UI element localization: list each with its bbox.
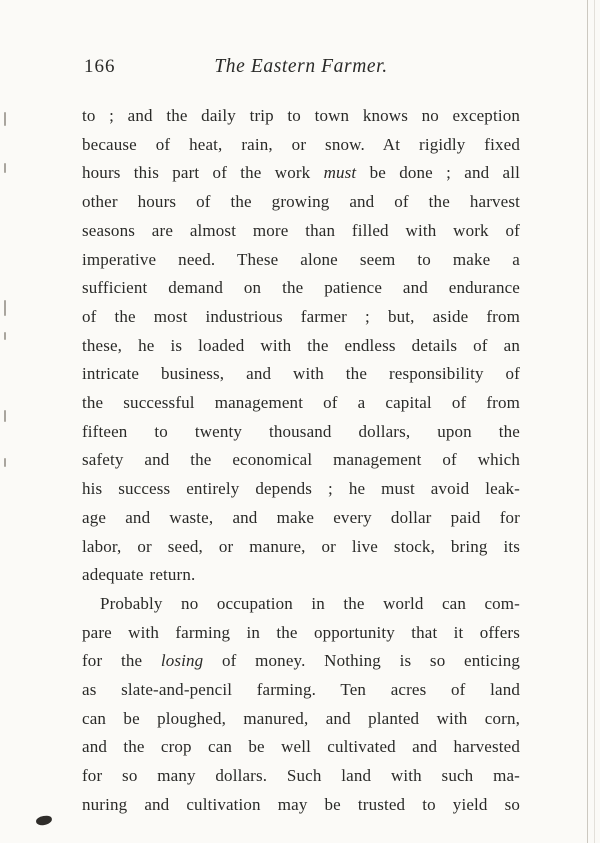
text-line (82, 475, 520, 504)
page-edge-line-faint (594, 0, 595, 843)
text-line (82, 102, 520, 131)
text-line (82, 733, 520, 762)
text-segment: these, he is loaded with the endless details of an (82, 335, 520, 355)
text-line (82, 647, 520, 676)
scan-artifact-mark (4, 112, 6, 126)
text-segment: hours this part of the work (82, 163, 324, 183)
text-segment: nuring and cultivation may be trusted to yield so (82, 794, 520, 814)
ink-blot-artifact (35, 815, 52, 826)
text-segment: fifteen to twenty thousand dollars, upon the (82, 421, 520, 441)
text-segment: for the (82, 651, 161, 671)
page-header (82, 56, 520, 84)
text-line (82, 762, 520, 791)
text-line (82, 446, 520, 475)
text-segment: the successful management of a capital of from (82, 393, 520, 413)
text-segment: Probably no occupation in the world can com- (100, 593, 520, 613)
italic-word: must (323, 163, 357, 183)
text-segment: and the crop can be well cultivated and harvested (82, 737, 520, 757)
text-segment: sufficient demand on the patience and endurance (82, 278, 520, 298)
text-segment: of the most industrious farmer ; but, aside from (82, 306, 520, 326)
running-title: The Eastern Farmer. (214, 56, 388, 77)
paragraph (82, 102, 520, 590)
text-line (82, 533, 520, 562)
text-line (82, 159, 520, 188)
text-line (82, 590, 520, 619)
text-line (82, 676, 520, 705)
text-line (82, 188, 520, 217)
text-segment: his success entirely depends ; he must avoid leak- (82, 479, 520, 499)
text-segment: can be ploughed, manured, and planted with corn, (82, 708, 520, 728)
text-line (82, 274, 520, 303)
scan-artifact-mark (4, 410, 6, 422)
text-line (82, 360, 520, 389)
text-line (82, 303, 520, 332)
text-line (82, 791, 520, 820)
text-segment: as slate-and-pencil farming. Ten acres of land (82, 680, 520, 700)
text-segment: safety and the economical management of which (82, 450, 520, 470)
text-line (82, 561, 520, 590)
text-segment: imperative need. These alone seem to make a (82, 249, 520, 269)
text-line (82, 246, 520, 275)
scan-artifact-mark (4, 163, 6, 173)
text-segment: age and waste, and make every dollar paid for (82, 507, 520, 527)
scan-artifact-mark (4, 300, 6, 316)
text-segment: adequate return. (82, 565, 196, 585)
text-segment: pare with farming in the opportunity that it offers (82, 622, 520, 642)
text-segment: of money. Nothing is so enticing (203, 651, 520, 671)
text-line (82, 217, 520, 246)
text-line (82, 418, 520, 447)
paragraph (82, 590, 520, 820)
text-line (82, 332, 520, 361)
scan-artifact-mark (4, 332, 6, 340)
text-segment: other hours of the growing and of the harvest (82, 192, 520, 212)
page-number: 166 (84, 56, 116, 77)
text-segment: to ; and the daily trip to town knows no exception (82, 106, 520, 125)
text-line (82, 389, 520, 418)
text-line (82, 131, 520, 160)
body-text (82, 102, 520, 820)
text-line (82, 504, 520, 533)
text-segment: seasons are almost more than filled with work of (82, 220, 520, 240)
text-segment: be done ; and all (356, 163, 520, 183)
page-edge-line (587, 0, 588, 843)
scan-artifact-mark (4, 458, 6, 467)
text-line (82, 619, 520, 648)
text-segment: labor, or seed, or manure, or live stock, bring its (82, 536, 520, 556)
italic-word: losing (160, 651, 204, 671)
text-line (82, 705, 520, 734)
text-segment: intricate business, and with the responsibility of (82, 364, 520, 384)
text-segment: for so many dollars. Such land with such ma- (82, 766, 520, 786)
text-segment: because of heat, rain, or snow. At rigidly fixed (82, 134, 520, 154)
